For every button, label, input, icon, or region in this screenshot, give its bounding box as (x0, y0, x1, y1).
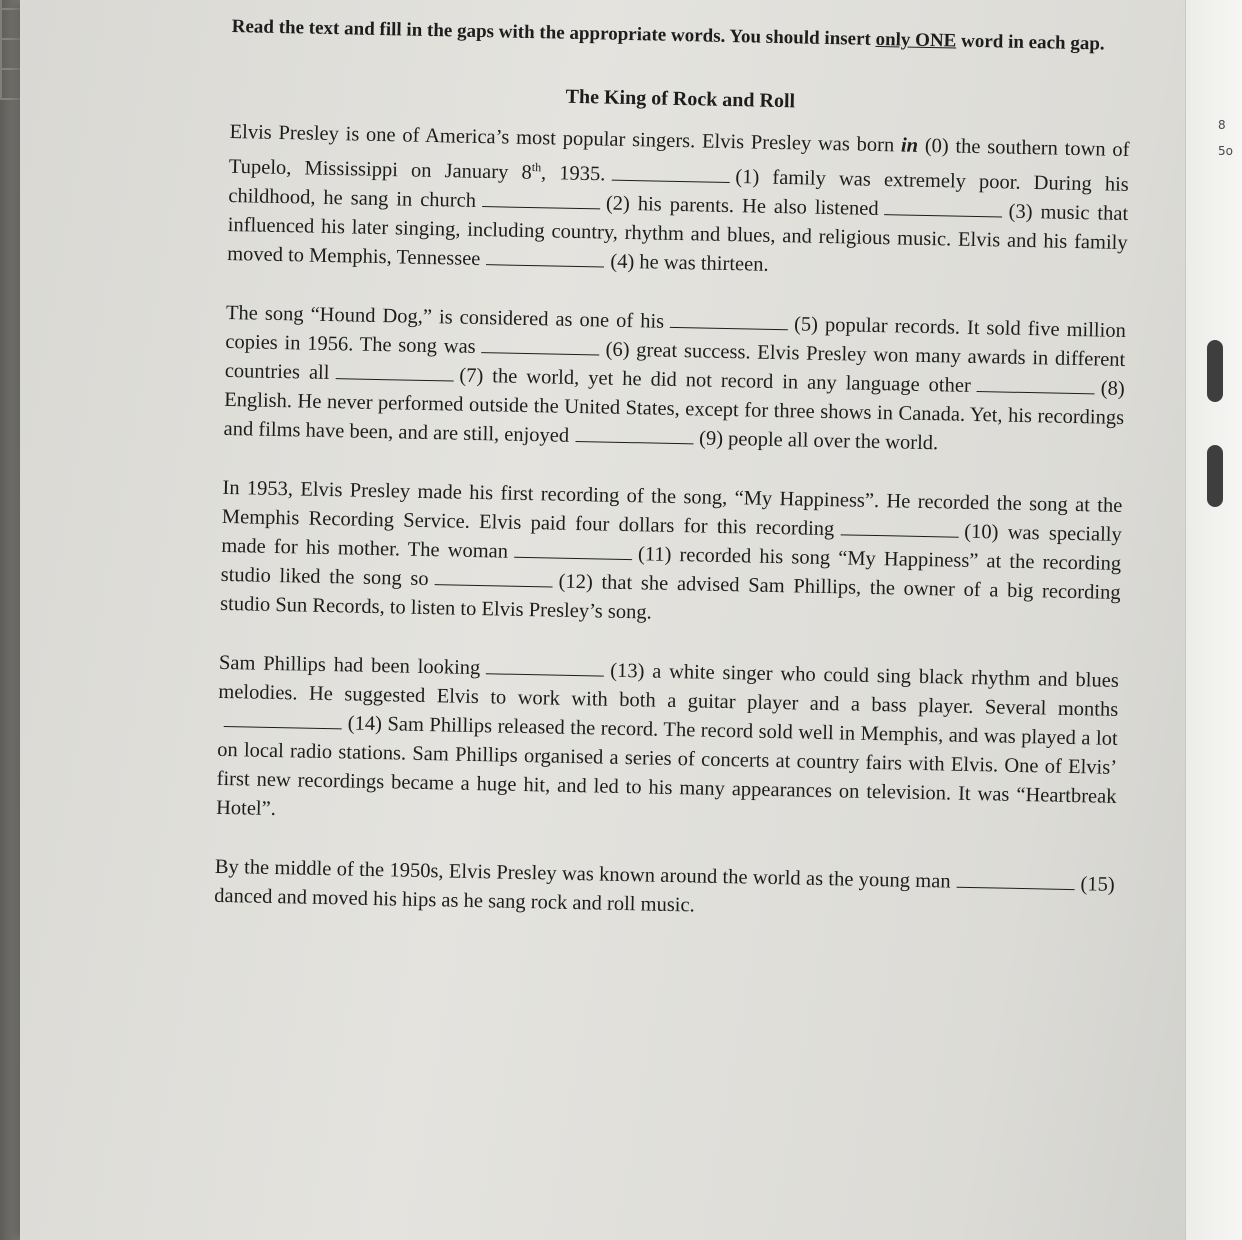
binder-hole-top (1207, 340, 1223, 402)
instruction-text: Read the text and fill in the gaps with the appropriate words. You should insert only ONE word in each gap. (231, 15, 1105, 55)
example-answer: in (900, 134, 919, 157)
gap-13[interactable] (486, 657, 604, 676)
paragraph-4: Sam Phillips had been looking (13) a white singer who could sing black rhythm and blues melodies. He suggested Elvis to work with both a guitar player and a bass player. Several months(14) Sam Phillips released the record. The record sold well in Memphis, and was played a lot on local radio stations. Sam Phillips organised a series of concerts at country fairs with Elvis. One of Elvis’ first new recordings became a huge hit, and led to his many appearances on television. It was “Heartbreak Hotel”. (215, 651, 1120, 820)
edge-mark-2: 5o (1218, 144, 1233, 158)
paragraph-5: By the middle of the 1950s, Elvis Presley was known around the world as the young man (15) danced and moved his hips as he sang rock and roll music. (214, 855, 1115, 917)
gap-5[interactable] (670, 311, 788, 330)
gap-4[interactable] (486, 248, 604, 267)
gap-15[interactable] (956, 871, 1074, 890)
binder-hole-bottom (1207, 445, 1223, 507)
worksheet-content (213, 14, 1131, 959)
gap-7[interactable] (335, 362, 453, 381)
emphasis-only-one: only ONE (875, 28, 957, 52)
gap-1[interactable] (611, 163, 729, 182)
paragraph-2: The song “Hound Dog,” is considered as one of his (5) popular records. It sold five million copies in 1956. The song was (6) great success. Elvis Presley won many awards in different countries all (7) the world, yet he did not record in any language other (8) English. He never performed outside the United States, except for three shows in Canada. Yet, his recordings and films have been, and are still, enjoyed (9) people all over the world. (223, 301, 1127, 455)
edge-mark-1: 8 (1218, 118, 1226, 132)
paragraph-3: In 1953, Elvis Presley made his first recording of the song, “My Happiness”. He recorded the song at the Memphis Recording Service. Elvis paid four dollars for this recording (10) was specially made for his mother. The woman (11) recorded his song “My Happiness” at the recording studio liked the song so (12) that she advised Sam Phillips, the owner of a big recording studio Sun Records, to listen to Elvis Presley’s song. (219, 476, 1123, 624)
gap-6[interactable] (482, 336, 600, 355)
underlying-sheet-edge (1185, 0, 1242, 1240)
gap-3[interactable] (885, 198, 1003, 217)
gap-2[interactable] (482, 190, 600, 209)
gap-10[interactable] (840, 518, 958, 537)
gap-12[interactable] (435, 568, 553, 587)
gap-9[interactable] (575, 425, 693, 444)
gap-14[interactable] (224, 710, 342, 729)
gap-11[interactable] (514, 541, 632, 560)
text-title: The King of Rock and Roll (565, 85, 796, 113)
gap-8[interactable] (977, 375, 1095, 394)
paragraph-1: Elvis Presley is one of America’s most popular singers. Elvis Presley was born in (0) the southern town of Tupelo, Mississippi on January 8th, 1935. (1) family was extremely poor. During his childhood, he sang in church (2) his parents. He also listened (3) music that influenced his later singing, including country, rhythm and blues, and religious music. Elvis and his family moved to Memphis, Tennessee (4) he was thirteen. (226, 120, 1130, 276)
